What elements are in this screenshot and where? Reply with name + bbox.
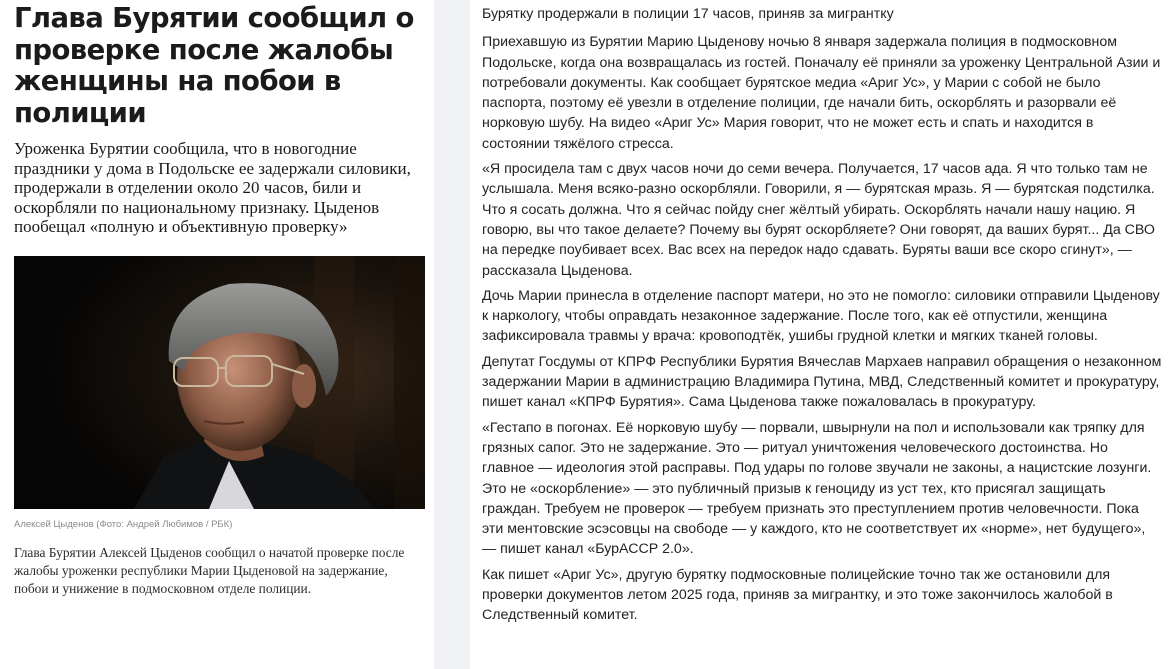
article-headline: Глава Бурятии сообщил о проверке после жалобы женщины на побои в полиции	[14, 2, 414, 129]
story-paragraph: Как пишет «Ариг Ус», другую бурятку подмосковные полицейские точно так же остановили для проверки документов летом 2025 года, приняв за мигрантку, и это тоже закончилось жалобой в Следственный комитет.	[482, 566, 1113, 624]
right-article-panel	[470, 0, 1168, 669]
portrait-photo-illustration	[14, 256, 425, 509]
story-title: Бурятку продержали в полиции 17 часов, приняв за мигрантку	[482, 6, 894, 22]
article-photo	[14, 256, 425, 509]
story-paragraph: «Гестапо в погонах. Её норковую шубу — порвали, швырнули на пол и использовали как тряпку для грязных сапог. Это не задержание. Это — ритуал уничтожения человеческого достоинства. Но главное — идеология этой расправы. Под удары по голове звучали не законы, а нацистские лозунги. Это не «оскорбление» — это публичный призыв к геноциду из уст тех, кто присягал защищать граждан. Требуем не проверок — требуем признать это преступлением против человечности. Пока эти ментовские эсэсовцы на свободе — у каждого, кто не соответствует их «норме», нет будущего», — пишет канал «БурАССР 2.0».	[482, 419, 1152, 558]
story-paragraph: Дочь Марии принесла в отделение паспорт матери, но это не помогло: силовики отправили Цыденову к наркологу, чтобы оправдать незаконное задержание. После того, как её отпустили, женщина зафиксировала травмы у врача: кровоподтёк, ушибы грудной клетки и мягких тканей головы.	[482, 287, 1160, 345]
article-summary: Глава Бурятии Алексей Цыденов сообщил о начатой проверке после жалобы уроженки республики Марии Цыденовой на задержание, побои и унижение в подмосковном отделе полиции.	[14, 544, 405, 596]
photo-caption: Алексей Цыденов (Фото: Андрей Любимов / РБК)	[14, 518, 233, 530]
article-lead: Уроженка Бурятии сообщила, что в новогодние праздники у дома в Подольске ее задержали силовики, продержали в отделении около 20 часов, били и оскорбляли по национальному признаку. Цыденов пообещал «полную и объективную проверку»	[14, 139, 411, 237]
panel-divider	[434, 0, 470, 669]
story-paragraph: Приехавшую из Бурятии Марию Цыденову ночью 8 января задержала полиция в подмосковном Подольске, когда она возвращалась из гостей. Поначалу её приняли за уроженку Центральной Азии и потребовали документы. Как сообщает бурятское медиа «Ариг Ус», у Марии с собой не было паспорта, поэтому её увезли в отделение полиции, где начали бить, оскорблять и разорвали её норковую шубу. На видео «Ариг Ус» Мария говорит, что не может есть и спать и находится в состоянии тяжёлого стресса.	[482, 34, 1161, 152]
left-article-panel	[0, 0, 434, 669]
story-paragraph: «Я просидела там с двух часов ночи до семи вечера. Получается, 17 часов ада. Я что только там не услышала. Меня всяко-разно оскорбляли. Говорили, я — бурятская мразь. Я — бурятская подстилка. Что я сосать должна. Что я сейчас пойду снег жёлтый убирать. Оскорблять начали нашу нацию. Я говорю, вы что такое делаете? Почему вы бурят оскорбляете? Они говорят, да ваших бурят... Да СВО на передке поубивает всех. Вас всех на передок надо сдавать. Буряты ваши все скоро сгинут», — рассказала Цыденова.	[482, 161, 1155, 279]
story-paragraph: Депутат Госдумы от КПРФ Республики Бурятия Вячеслав Мархаев направил обращения о незаконном задержании Марии в администрацию Владимира Путина, МВД, Следственный комитет и прокуратуру, пишет канал «КПРФ Бурятия». Сама Цыденова также пожаловалась в прокуратуру.	[482, 353, 1162, 411]
